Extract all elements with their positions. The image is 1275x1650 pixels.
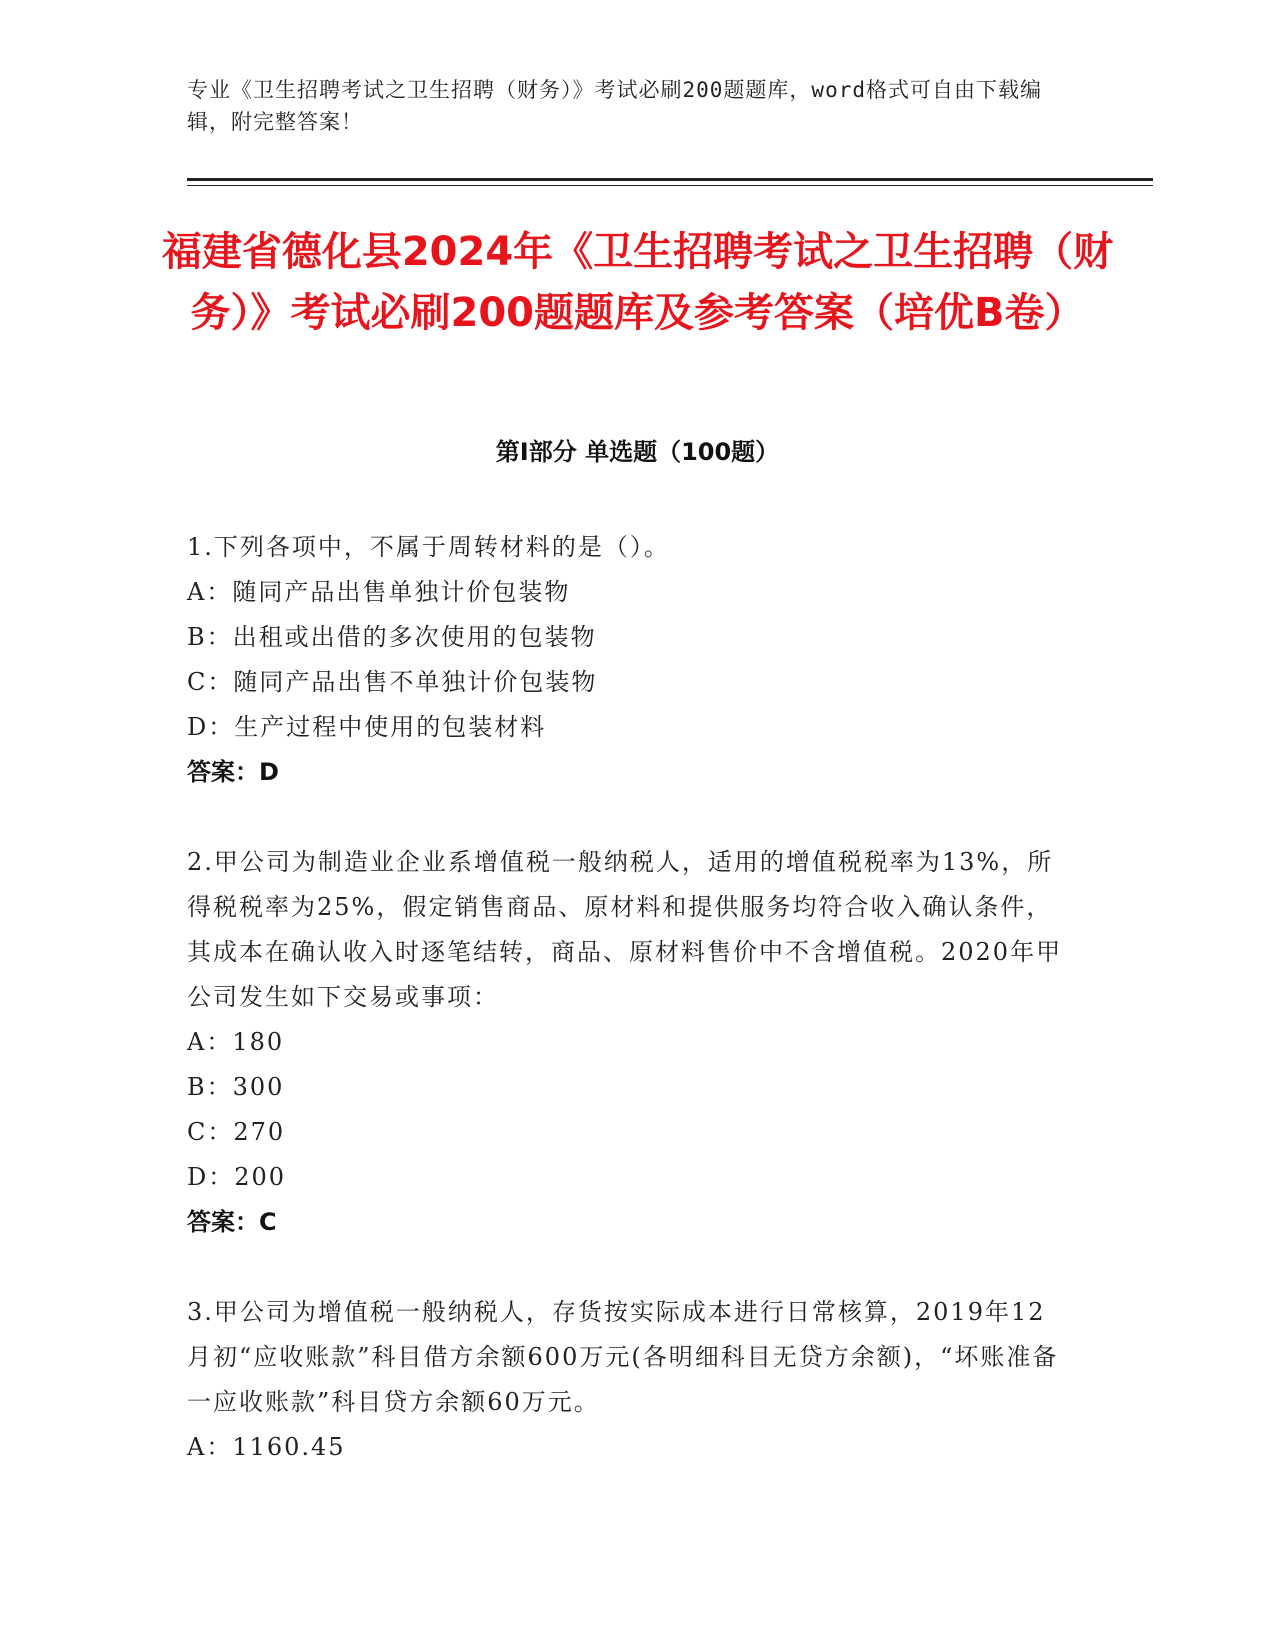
- question-1: [187, 525, 1067, 795]
- option-d: D：生产过程中使用的包装材料: [187, 713, 547, 741]
- question-2: [187, 840, 1067, 1245]
- section-heading: 第Ⅰ部分 单选题（100题）: [495, 438, 780, 466]
- option-a: A：1160.45: [187, 1433, 346, 1461]
- question-3: [187, 1290, 1067, 1470]
- intro-text: 专业《卫生招聘考试之卫生招聘（财务）》考试必刷200题题库，word格式可自由下载编辑，附完整答案！: [187, 78, 1042, 134]
- option-d: D：200: [187, 1163, 287, 1191]
- question-stem: 2.甲公司为制造业企业系增值税一般纳税人，适用的增值税税率为13%，所得税税率为25%，假定销售商品、原材料和提供服务均符合收入确认条件，其成本在确认收入时逐笔结转，商品、原材料售价中不含增值税。2020年甲公司发生如下交易或事项：: [187, 848, 1063, 1011]
- header-divider-thin: [187, 185, 1153, 186]
- question-stem: 1.下列各项中，不属于周转材料的是（）。: [187, 533, 670, 561]
- header-divider-thick: [187, 178, 1153, 181]
- question-list: [187, 525, 1067, 1515]
- option-a: A：180: [187, 1028, 285, 1056]
- option-b: B：300: [187, 1073, 285, 1101]
- question-stem: 3.甲公司为增值税一般纳税人，存货按实际成本进行日常核算，2019年12月初“应收账款”科目借方余额600万元(各明细科目无贷方余额)，“坏账准备一应收账款”科目贷方余额60万元。: [187, 1298, 1059, 1416]
- option-c: C：随同产品出售不单独计价包装物: [187, 668, 598, 696]
- answer-label: 答案：C: [187, 1208, 277, 1236]
- option-a: A：随同产品出售单独计价包装物: [187, 578, 571, 606]
- document-title: 福建省德化县2024年《卫生招聘考试之卫生招聘（财务）》考试必刷200题题库及参考答案（培优B卷）: [161, 229, 1114, 336]
- option-b: B：出租或出借的多次使用的包装物: [187, 623, 597, 651]
- answer-label: 答案：D: [187, 758, 279, 786]
- option-c: C：270: [187, 1118, 286, 1146]
